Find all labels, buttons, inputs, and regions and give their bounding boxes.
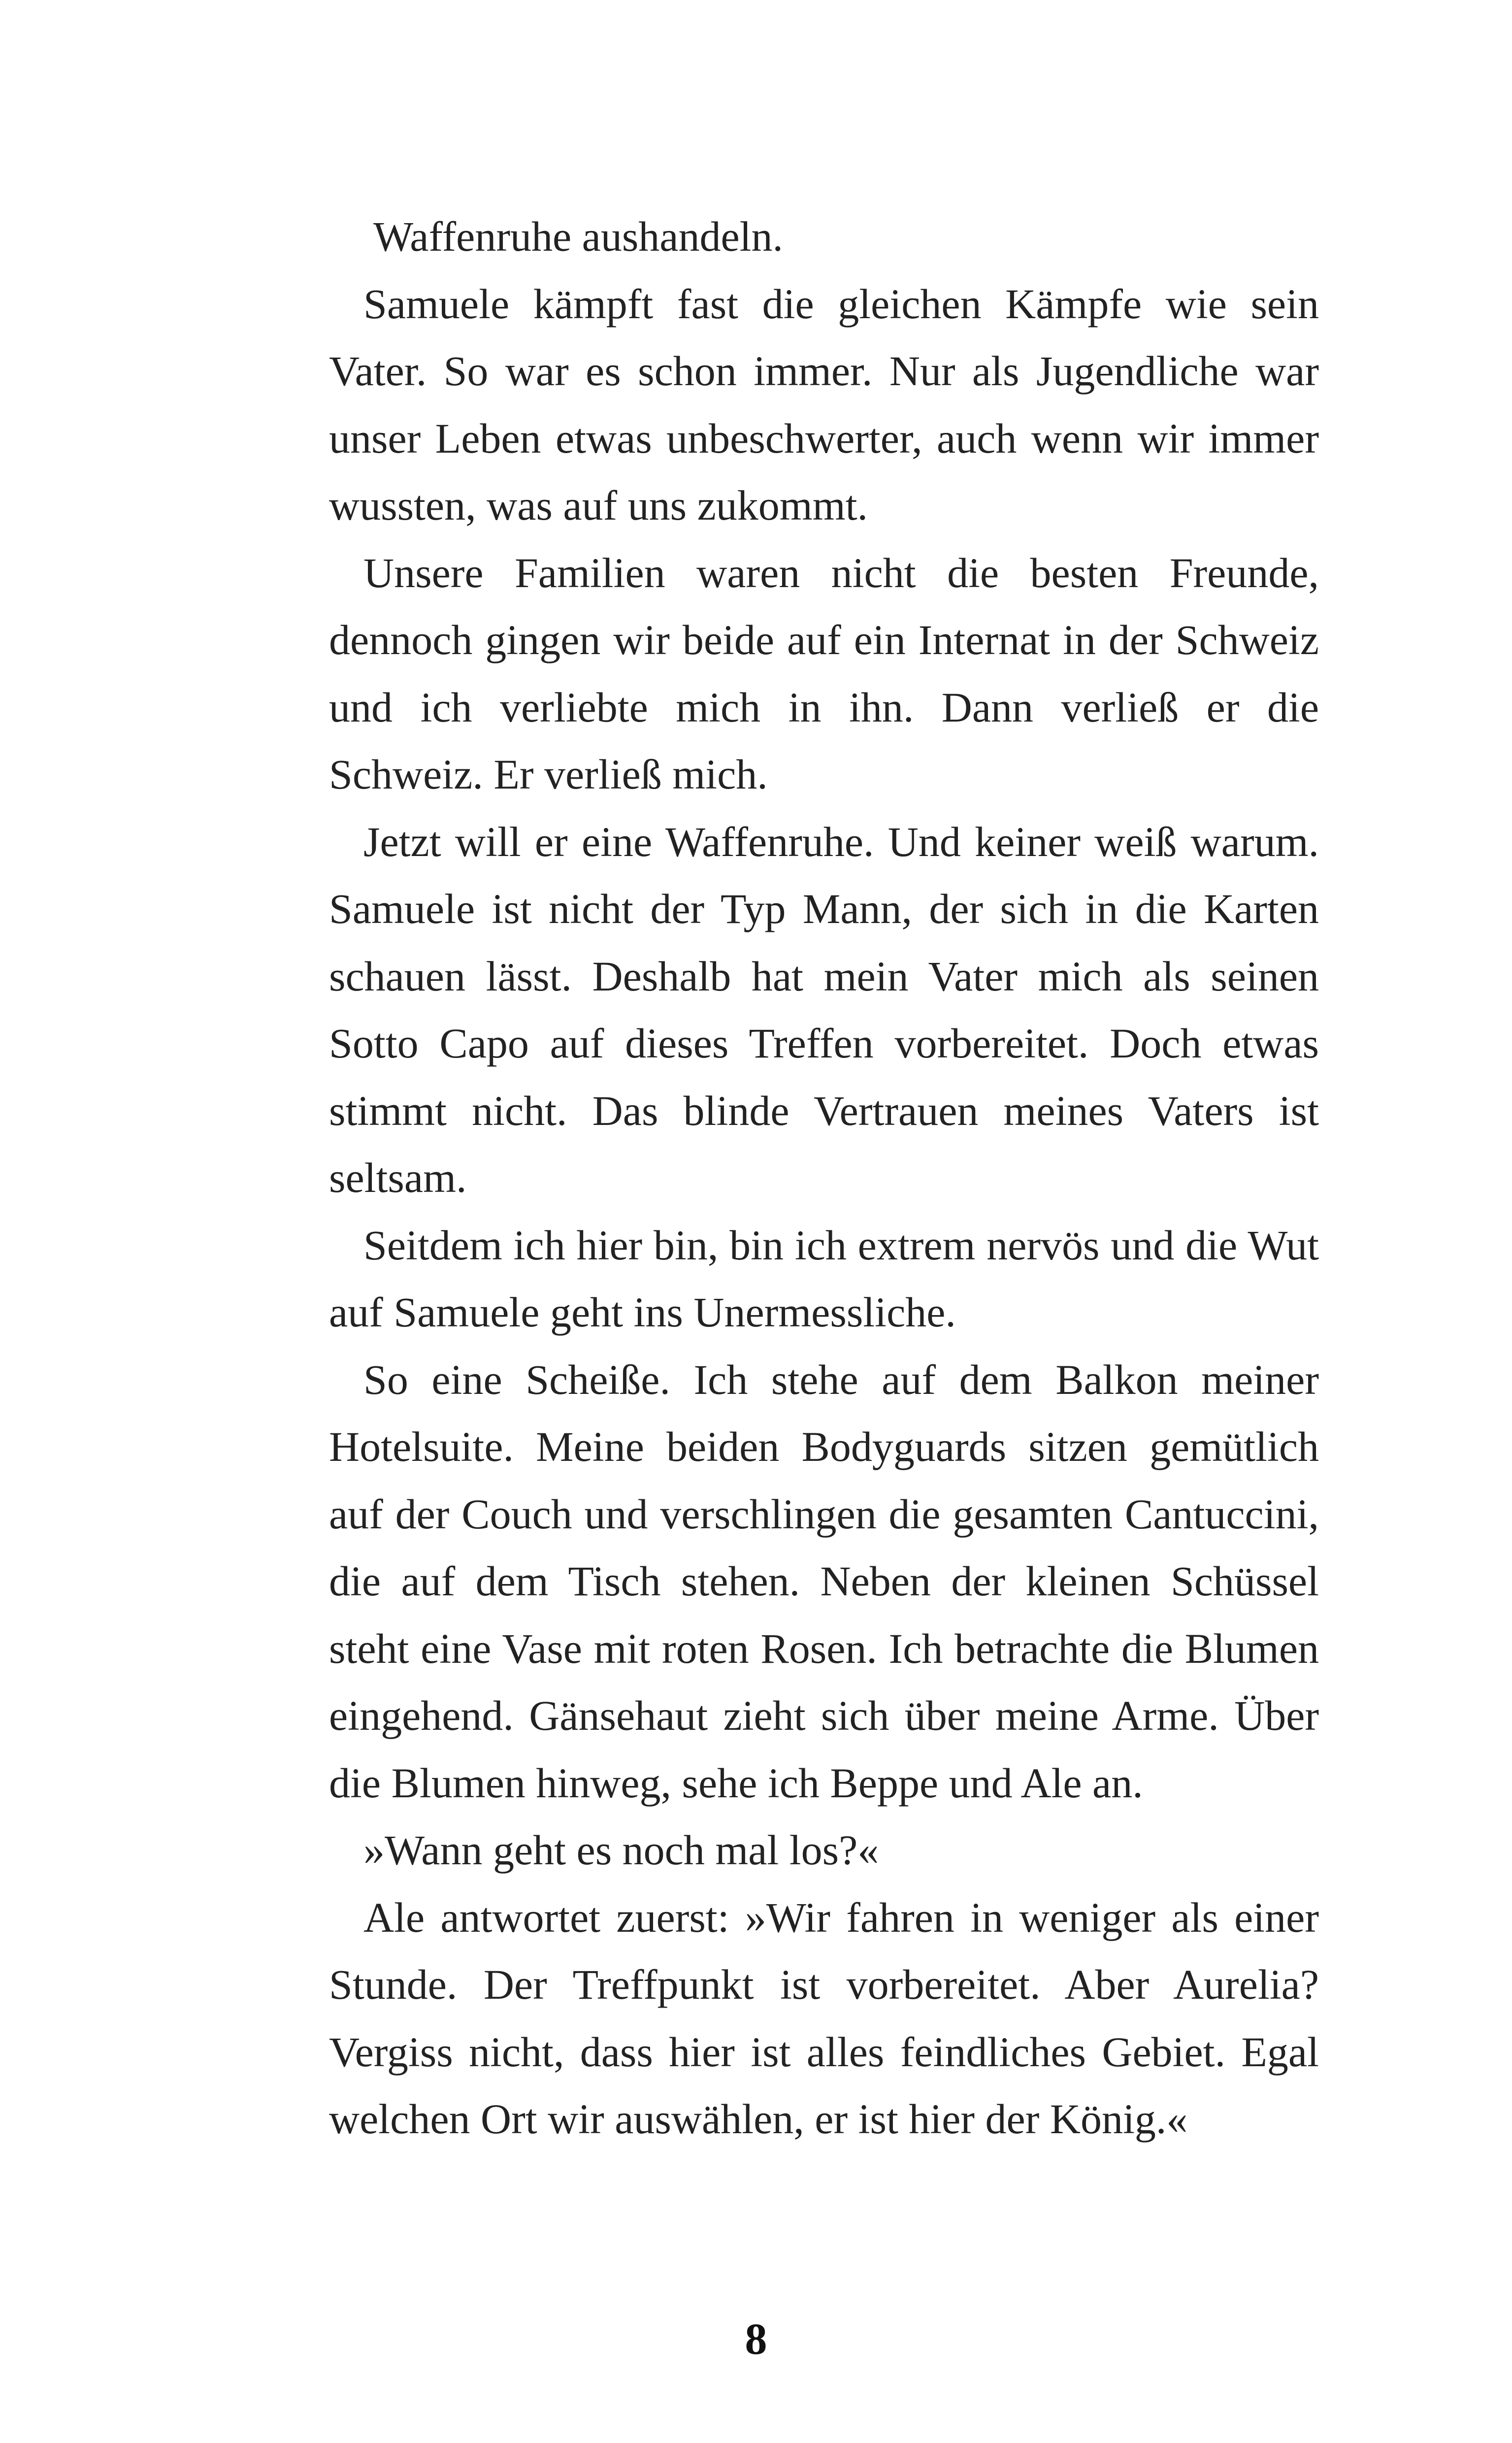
paragraph: »Wann geht es noch mal los?« (363, 1826, 879, 1874)
paragraph: Seitdem ich hier bin, bin ich extrem nervös und die Wut auf Samuele geht ins Unermessliche. (329, 1221, 1319, 1336)
body-text (329, 203, 1319, 2153)
paragraph: Unsere Familien waren nicht die besten Freunde, dennoch gingen wir beide auf ein Internat in der Schweiz und ich verliebte mich in ihn. Dann verließ er die Schweiz. Er verließ mich. (329, 549, 1319, 798)
paragraph: Jetzt will er eine Waffenruhe. Und keiner weiß warum. Samuele ist nicht der Typ Mann, der sich in die Karten schauen lässt. Deshalb hat mein Vater mich als seinen Sotto Capo auf dieses Treffen vorbereitet. Doch etwas stimmt nicht. Das blinde Vertrauen meines Vaters ist seltsam. (329, 818, 1319, 1201)
paragraph: Waffenruhe aushandeln. (373, 213, 784, 260)
paragraph: Samuele kämpft fast die gleichen Kämpfe wie sein Vater. So war es schon immer. Nur als Jugendliche war unser Leben etwas unbeschwerter, auch wenn wir immer wussten, was auf uns zukommt. (329, 280, 1319, 529)
paragraph: Ale antwortet zuerst: »Wir fahren in weniger als einer Stunde. Der Treffpunkt ist vorbereitet. Aber Aurelia? Vergiss nicht, dass hier ist alles feindliches Gebiet. Egal welchen Ort wir auswählen, er ist hier der König.« (329, 1893, 1319, 2143)
paragraph: So eine Scheiße. Ich stehe auf dem Balkon meiner Hotelsuite. Meine beiden Bodyguards sitzen gemütlich auf der Couch und verschlingen die gesamten Cantuccini, die auf dem Tisch stehen. Neben der kleinen Schüssel steht eine Vase mit roten Rosen. Ich betrachte die Blumen eingehend. Gänsehaut zieht sich über meine Arme. Über die Blumen hinweg, sehe ich Beppe und Ale an. (329, 1355, 1319, 1807)
page-number: 8 (745, 2315, 767, 2364)
